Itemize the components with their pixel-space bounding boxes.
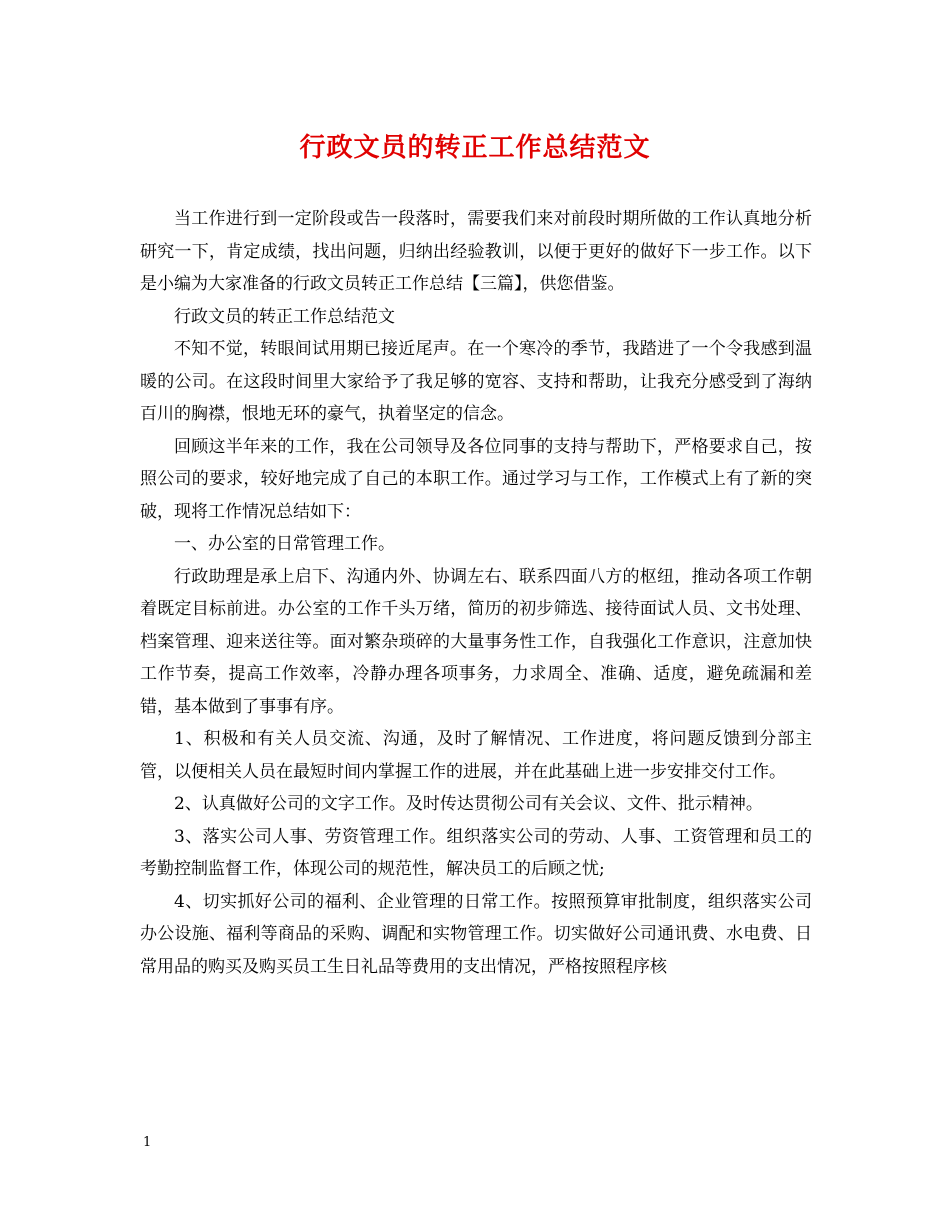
document-title: 行政文员的转正工作总结范文: [299, 133, 651, 163]
paragraph: 回顾这半年来的工作，我在公司领导及各位同事的支持与帮助下，严格要求自己，按照公司的要求，较好地完成了自己的本职工作。通过学习与工作，工作模式上有了新的突破，现将工作情况总结如下：: [140, 436, 812, 522]
paragraph-intro: 当工作进行到一定阶段或告一段落时，需要我们来对前段时期所做的工作认真地分析研究一下，肯定成绩，找出问题，归纳出经验教训，以便于更好的做好下一步工作。以下是小编为大家准备的行政文员转正工作总结【三篇】，供您借鉴。: [140, 209, 812, 294]
list-item: 1、积极和有关人员交流、沟通，及时了解情况、工作进度，将问题反馈到分部主管，以便相关人员在最短时间内掌握工作的进展，并在此基础上进一步安排交付工作。: [140, 729, 812, 782]
section-heading: 一、办公室的日常管理工作。: [174, 534, 395, 554]
list-item: 4、切实抓好公司的福利、企业管理的日常工作。按照预算审批制度，组织落实公司办公设施、福利等商品的采购、调配和实物管理工作。切实做好公司通讯费、水电费、日常用品的购买及购买员工生日礼品等费用的支出情况，严格按照程序核: [140, 891, 812, 977]
list-item: 3、落实公司人事、劳资管理工作。组织落实公司的劳动、人事、工资管理和员工的考勤控制监督工作，体现公司的规范性，解决员工的后顾之忧;: [140, 826, 812, 879]
paragraph-subtitle: 行政文员的转正工作总结范文: [174, 306, 395, 327]
paragraph: 不知不觉，转眼间试用期已接近尾声。在一个寒冷的季节，我踏进了一个令我感到温暖的公司。在这段时间里大家给予了我足够的宽容、支持和帮助，让我充分感受到了海纳百川的胸襟，恨地无环的豪气，执着坚定的信念。: [140, 339, 812, 424]
list-item: 2、认真做好公司的文字工作。及时传达贯彻公司有关会议、文件、批示精神。: [174, 794, 763, 814]
page-number: 1: [143, 1135, 152, 1150]
paragraph: 行政助理是承上启下、沟通内外、协调左右、联系四面八方的枢纽，推动各项工作朝着既定目标前进。办公室的工作千头万绪，简历的初步筛选、接待面试人员、文书处理、档案管理、迎来送往等。面对繁杂琐碎的大量事务性工作，自我强化工作意识，注意加快工作节奏，提高工作效率，冷静办理各项事务，力求周全、准确、适度，避免疏漏和差错，基本做到了事事有序。: [140, 566, 812, 717]
document-body: [140, 203, 812, 983]
